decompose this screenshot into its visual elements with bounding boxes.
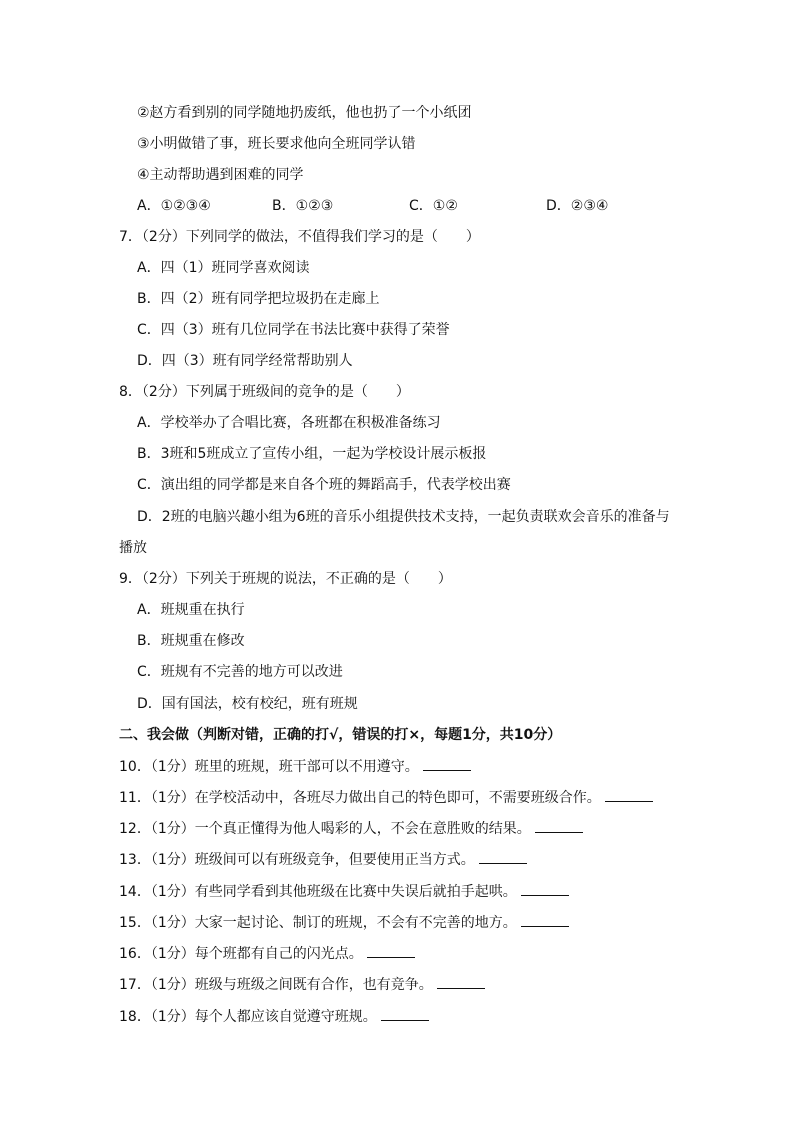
q8-option-a[interactable]: A．学校举办了合唱比赛，各班都在积极准备练习 [137,415,441,431]
judge-question-16 [119,943,415,963]
judge-question-18 [119,1006,429,1026]
q7-option-d[interactable]: D．四（3）班有同学经常帮助别人 [137,353,353,369]
answer-blank[interactable] [521,912,569,927]
judge-question-12 [119,818,583,838]
judge-question-text: 18．（1分）每个人都应该自觉遵守班规。 [119,1009,377,1025]
q7-option-b[interactable]: B．四（2）班有同学把垃圾扔在走廊上 [137,291,380,307]
q9-option-c[interactable]: C．班规有不完善的地方可以改进 [137,664,343,680]
q9-option-d[interactable]: D．国有国法，校有校纪，班有班规 [137,696,358,712]
judge-question-text: 12．（1分）一个真正懂得为他人喝彩的人，不会在意胜败的结果。 [119,821,531,837]
judge-question-14 [119,881,569,901]
q8-stem: 8．（2分）下列属于班级间的竞争的是（ ） [119,384,410,400]
answer-blank[interactable] [535,818,583,833]
q6-item-2: ②赵方看到别的同学随地扔废纸，他也扔了一个小纸团 [137,105,472,121]
q8-option-b[interactable]: B．3班和5班成立了宣传小组，一起为学校设计展示板报 [137,446,487,462]
q6-option-b[interactable]: B．①②③ [272,198,334,214]
q8-option-c[interactable]: C．演出组的同学都是来自各个班的舞蹈高手，代表学校出赛 [137,477,511,493]
q7-stem: 7．（2分）下列同学的做法，不值得我们学习的是（ ） [119,229,480,245]
q8-option-d-wrap: 播放 [119,540,147,556]
section-2-heading: 二、我会做（判断对错，正确的打√，错误的打×，每题1分，共10分） [119,727,562,743]
answer-blank[interactable] [437,974,485,989]
judge-question-text: 13．（1分）班级间可以有班级竞争，但要使用正当方式。 [119,852,475,868]
answer-blank[interactable] [381,1006,429,1021]
judge-question-text: 11．（1分）在学校活动中，各班尽力做出自己的特色即可，不需要班级合作。 [119,790,601,806]
judge-question-15 [119,912,569,932]
answer-blank[interactable] [605,787,653,802]
judge-question-17 [119,974,485,994]
judge-question-11 [119,787,653,807]
q6-options [0,196,794,216]
answer-blank[interactable] [367,943,415,958]
q6-option-d[interactable]: D．②③④ [546,198,609,214]
q9-option-a[interactable]: A．班规重在执行 [137,602,245,618]
judge-question-10 [119,756,471,776]
judge-question-text: 16．（1分）每个班都有自己的闪光点。 [119,946,363,962]
judge-question-text: 17．（1分）班级与班级之间既有合作，也有竞争。 [119,977,433,993]
judge-question-text: 10．（1分）班里的班规，班干部可以不用遵守。 [119,759,419,775]
q6-item-4: ④主动帮助遇到困难的同学 [137,167,304,183]
answer-blank[interactable] [521,881,569,896]
q8-option-d[interactable]: D．2班的电脑兴趣小组为6班的音乐小组提供技术支持，一起负责联欢会音乐的准备与 [137,509,670,525]
q6-option-c[interactable]: C．①② [409,198,458,214]
q9-option-b[interactable]: B．班规重在修改 [137,633,245,649]
judge-question-text: 14．（1分）有些同学看到其他班级在比赛中失误后就拍手起哄。 [119,884,517,900]
q7-option-a[interactable]: A．四（1）班同学喜欢阅读 [137,260,310,276]
judge-question-text: 15．（1分）大家一起讨论、制订的班规，不会有不完善的地方。 [119,915,517,931]
answer-blank[interactable] [423,756,471,771]
q6-item-3: ③小明做错了事，班长要求他向全班同学认错 [137,136,416,152]
q7-option-c[interactable]: C．四（3）班有几位同学在书法比赛中获得了荣誉 [137,322,450,338]
q9-stem: 9．（2分）下列关于班规的说法，不正确的是（ ） [119,571,452,587]
judge-question-13 [119,849,527,869]
q6-option-a[interactable]: A．①②③④ [137,198,211,214]
answer-blank[interactable] [479,849,527,864]
